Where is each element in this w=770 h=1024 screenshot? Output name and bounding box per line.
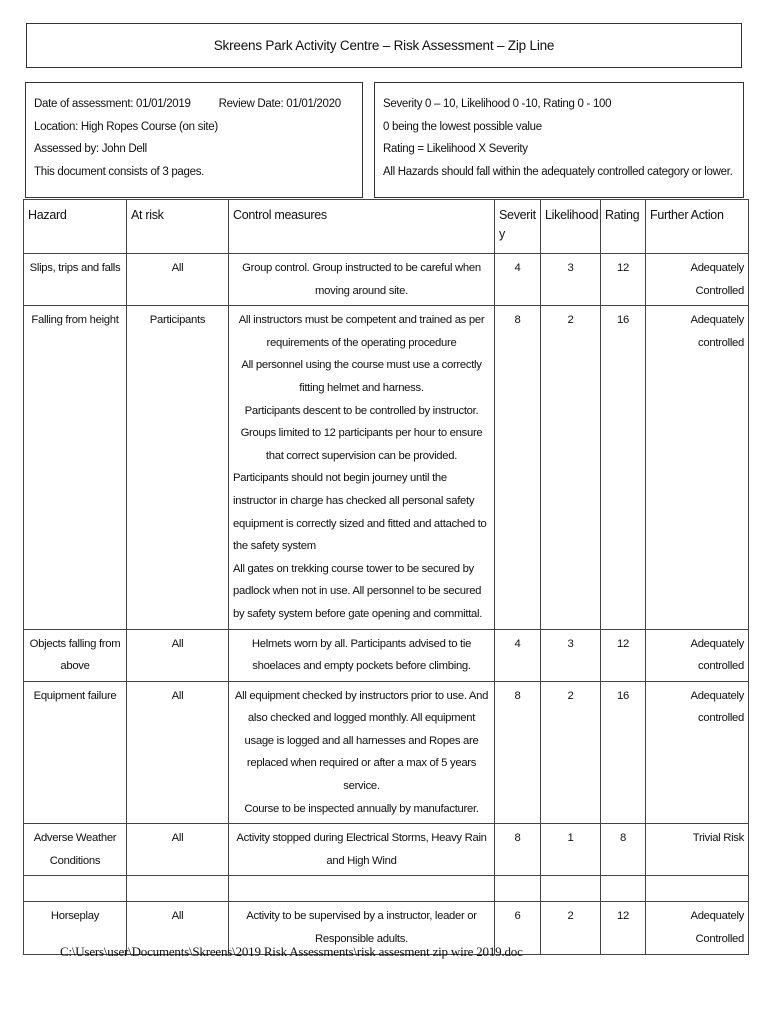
column-header-further-action: Further Action (646, 200, 749, 254)
control-measure: All instructors must be competent and trained as per requirements of the operating procedure (238, 314, 485, 349)
hazard-cell: Objects falling from above (24, 629, 127, 681)
likelihood-cell: 2 (541, 902, 601, 954)
page-count: This document consists of 3 pages. (34, 165, 205, 178)
assessed-by: Assessed by: John Dell (34, 143, 147, 155)
review-date: Review Date: 01/01/2020 (218, 98, 341, 110)
likelihood-cell: 3 (541, 254, 601, 306)
severity-cell: 6 (495, 902, 541, 954)
severity-cell: 8 (495, 824, 541, 876)
control-measure: Activity to be supervised by a instructor, leader or Responsible adults. (246, 910, 477, 946)
rating-cell: 12 (601, 629, 646, 681)
rating-key (374, 82, 744, 198)
severity-cell: 8 (495, 306, 541, 629)
further-action-cell: Adequately Controlled (646, 254, 749, 306)
table-row (24, 681, 749, 824)
further-action-cell: Adequately controlled (646, 681, 749, 824)
further-action-cell: Adequately Controlled (646, 902, 749, 954)
rating-cell: 16 (601, 306, 646, 629)
further-action-cell: Trivial Risk (646, 824, 749, 876)
at-risk-cell: All (127, 902, 229, 954)
rating-cell: 16 (601, 681, 646, 824)
hazard-cell: Adverse Weather Conditions (24, 824, 127, 876)
at-risk-cell: All (127, 824, 229, 876)
control-measures-cell (229, 306, 495, 629)
likelihood-cell: 1 (541, 824, 601, 876)
control-measures-cell (229, 629, 495, 681)
control-measure: Participants descent to be controlled by instructor. (244, 404, 479, 417)
rating-key-line: All Hazards should fall within the adequately controlled category or lower. (383, 165, 733, 178)
control-measures-cell (229, 681, 495, 824)
document-title: Skreens Park Activity Centre – Risk Assessment – Zip Line (26, 23, 742, 68)
rating-key-line: 0 being the lowest possible value (383, 120, 542, 133)
hazard-cell: Slips, trips and falls (24, 254, 127, 306)
hazard-cell: Horseplay (24, 902, 127, 954)
rating-key-line: Severity 0 – 10, Likelihood 0 -10, Rating 0 - 100 (383, 98, 612, 110)
risk-table (23, 199, 749, 955)
column-header-at-risk: At risk (127, 200, 229, 254)
hazard-cell (24, 876, 127, 902)
rating-cell: 12 (601, 902, 646, 954)
rating-cell: 8 (601, 824, 646, 876)
assessment-details (25, 82, 363, 198)
control-measures-cell (229, 254, 495, 306)
table-row (24, 824, 749, 876)
table-row (24, 876, 749, 902)
severity-cell: 8 (495, 681, 541, 824)
at-risk-cell: All (127, 254, 229, 306)
control-measures-cell (229, 876, 495, 902)
table-header-row (24, 200, 749, 254)
severity-cell: 4 (495, 254, 541, 306)
assessment-dates (34, 93, 354, 116)
control-measure: Activity stopped during Electrical Storms, Heavy Rain and High Wind (236, 832, 487, 867)
column-header-control: Control measures (229, 200, 495, 254)
rating-key-line: Rating = Likelihood X Severity (383, 143, 528, 155)
control-measure: All equipment checked by instructors prior to use. And also checked and logged monthly. All equipment usage is logged and all harnesses and Ropes are replaced when required or after a max of 5 years service. (234, 689, 489, 793)
likelihood-cell: 2 (541, 681, 601, 824)
at-risk-cell: All (127, 681, 229, 824)
control-measure: All gates on trekking course tower to be secured by padlock when not in use. All personnel to be secured by safety system before gate opening and committal. (233, 562, 483, 620)
further-action-cell (646, 876, 749, 902)
control-measure: Helmets worn by all. Participants advised to tie shoelaces and empty pockets before climbing. (251, 637, 472, 673)
likelihood-cell: 2 (541, 306, 601, 629)
control-measure: Group control. Group instructed to be careful when moving around site. (242, 262, 481, 297)
rating-cell: 12 (601, 254, 646, 306)
further-action-cell: Adequately controlled (646, 629, 749, 681)
control-measure: Participants should not begin journey until the instructor in charge has checked all personal safety equipment is correctly sized and fitted and attached to the safety system (233, 472, 487, 553)
column-header-likelihood: Likelihood (541, 200, 601, 254)
likelihood-cell (541, 876, 601, 902)
rating-cell (601, 876, 646, 902)
likelihood-cell: 3 (541, 629, 601, 681)
at-risk-cell: Participants (127, 306, 229, 629)
control-measure: Course to be inspected annually by manufacturer. (244, 802, 479, 815)
severity-cell (495, 876, 541, 902)
severity-cell: 4 (495, 629, 541, 681)
at-risk-cell: All (127, 629, 229, 681)
date-of-assessment: Date of assessment: 01/01/2019 (34, 98, 191, 110)
hazard-cell: Equipment failure (24, 681, 127, 824)
file-path-footer: C:\Users\user\Documents\Skreens\2019 Risk Assessments\risk assesment zip wire 2019.doc (60, 944, 523, 959)
control-measures-cell (229, 824, 495, 876)
column-header-rating: Rating (601, 200, 646, 254)
further-action-cell: Adequately controlled (646, 306, 749, 629)
column-header-hazard: Hazard (24, 200, 127, 254)
table-row (24, 629, 749, 681)
location: Location: High Ropes Course (on site) (34, 120, 218, 133)
table-row (24, 254, 749, 306)
at-risk-cell (127, 876, 229, 902)
control-measure: Groups limited to 12 participants per hour to ensure that correct supervision can be provided. (240, 427, 483, 462)
hazard-cell: Falling from height (24, 306, 127, 629)
table-row (24, 306, 749, 629)
control-measure: All personnel using the course must use a correctly fitting helmet and harness. (241, 359, 482, 394)
column-header-severity: Severity (495, 200, 541, 254)
